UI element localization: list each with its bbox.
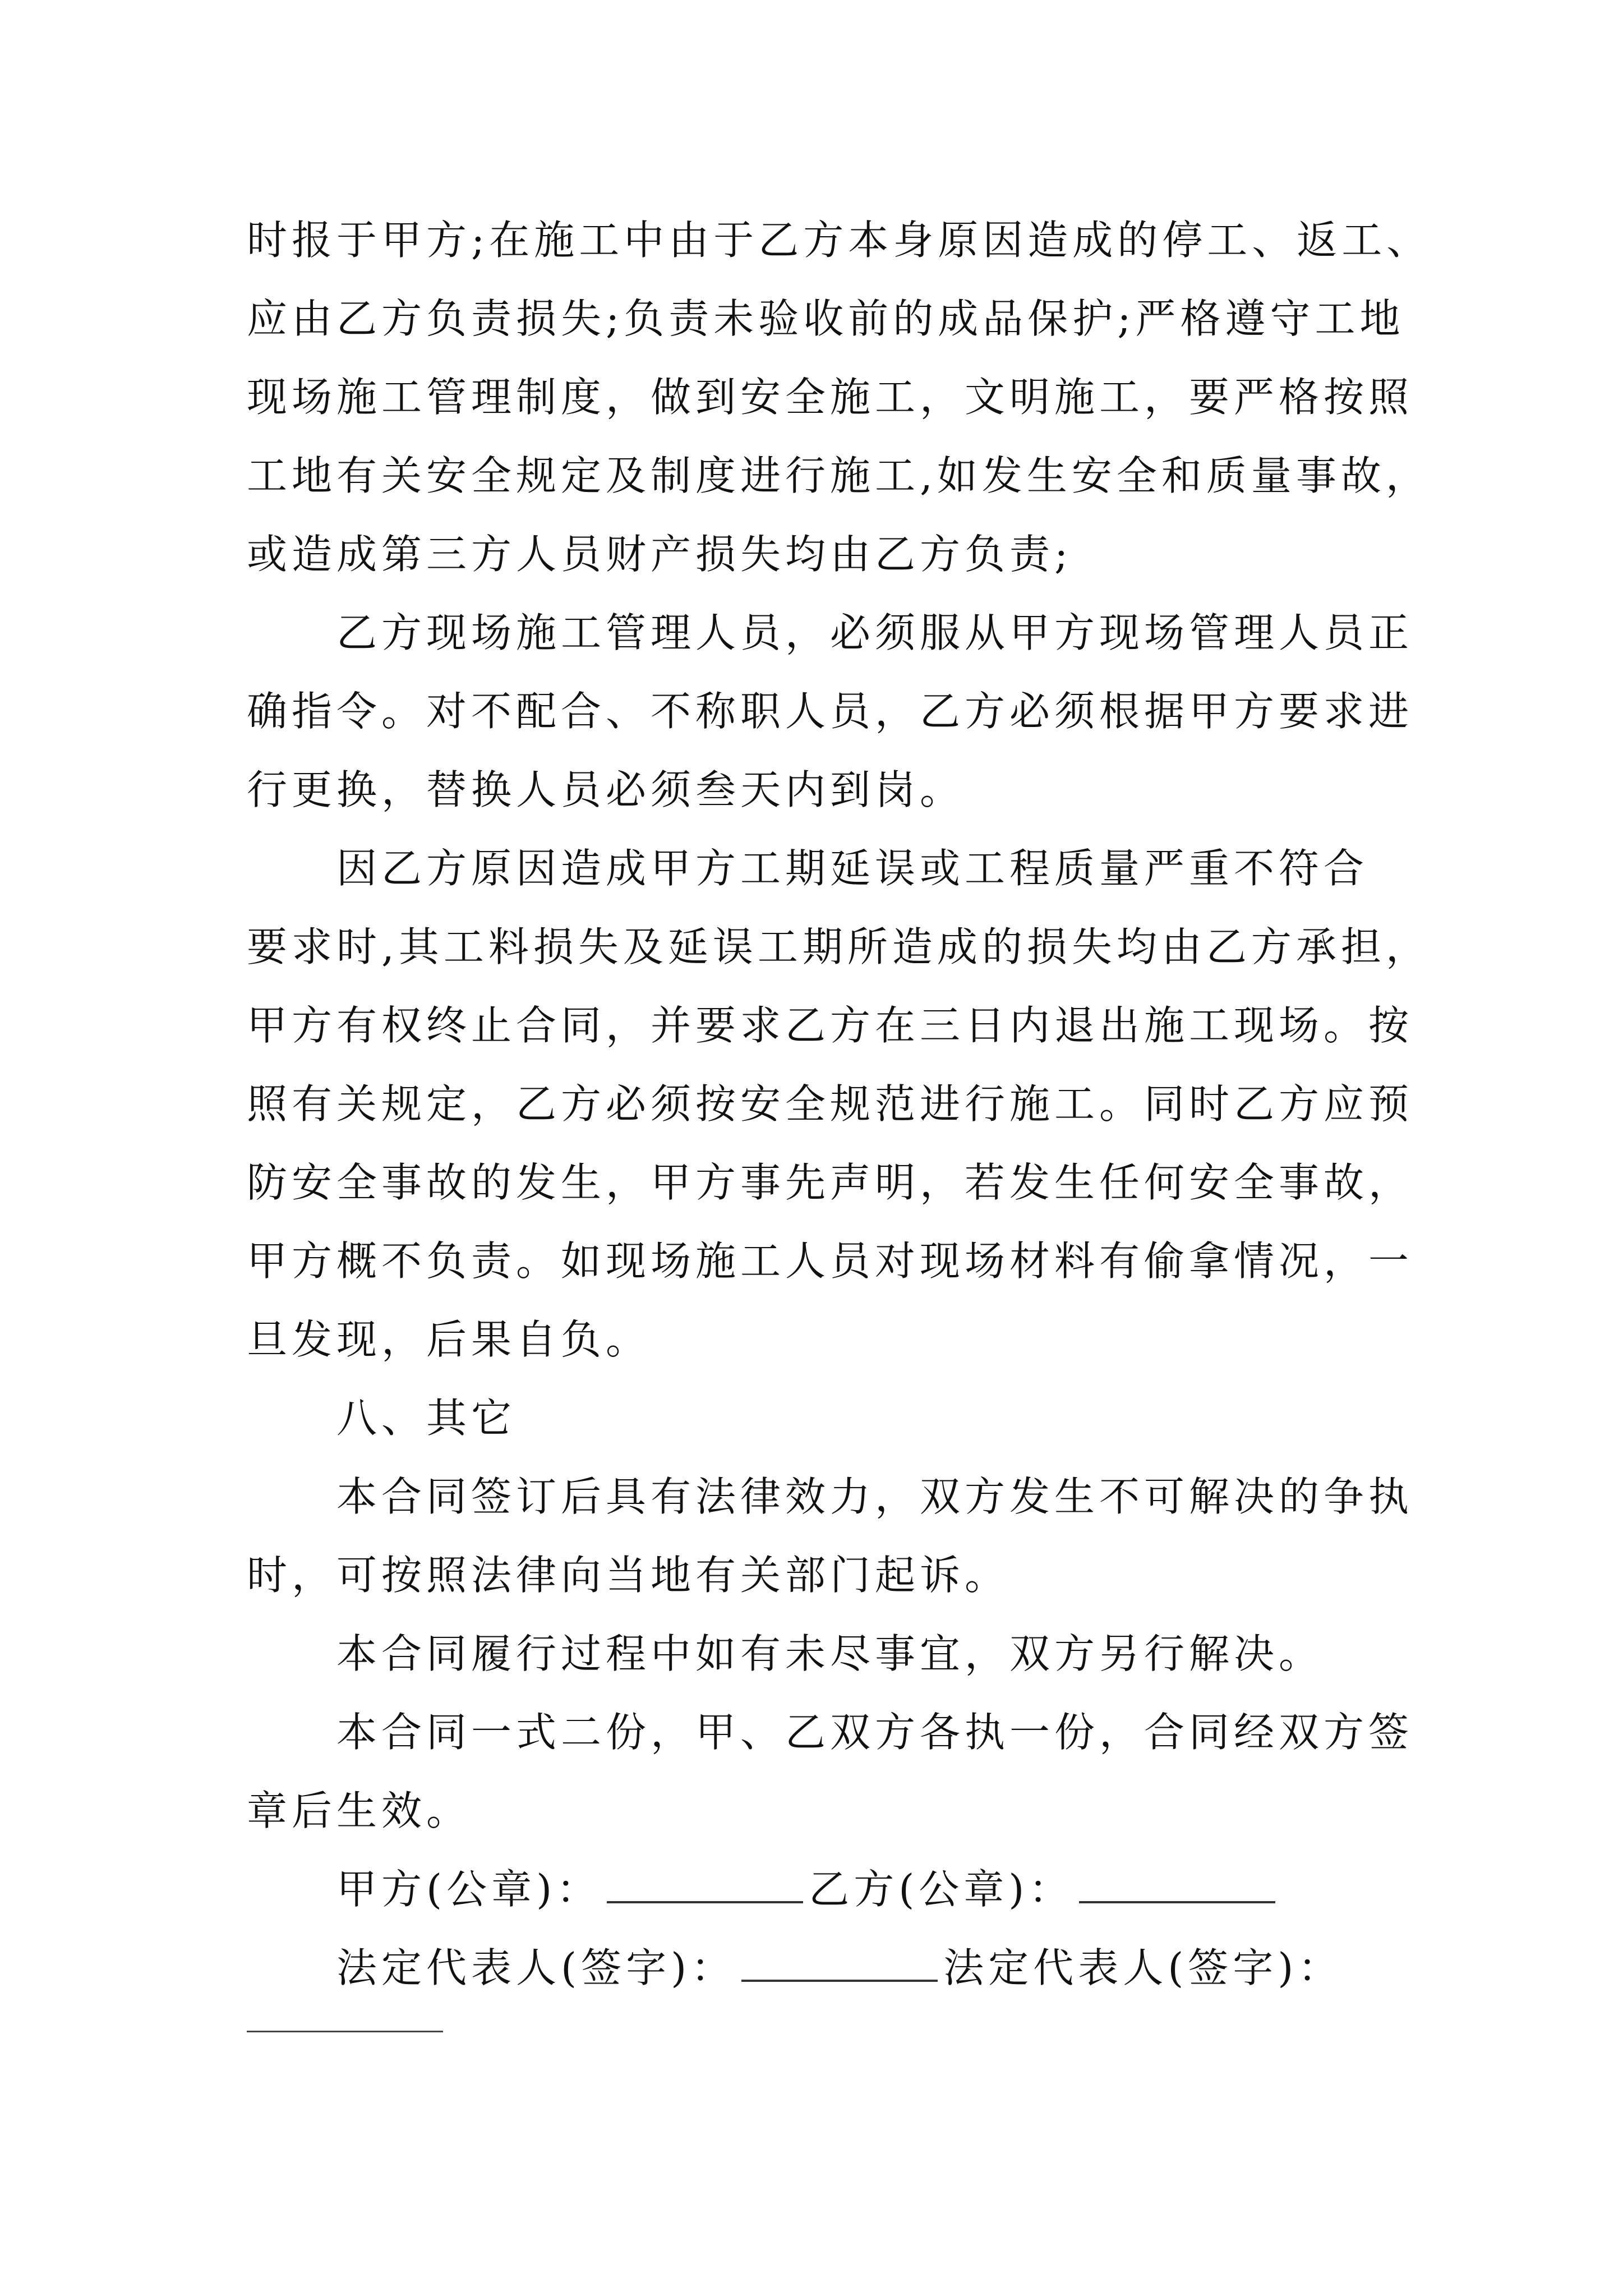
body-line: 工地有关安全规定及制度进行施工,如发生安全和质量事故， bbox=[247, 452, 1431, 499]
section-heading: 八、其它 bbox=[336, 1395, 517, 1442]
body-line: 行更换，替换人员必须叁天内到岗。 bbox=[247, 766, 965, 813]
body-line: 乙方现场施工管理人员，必须服从甲方现场管理人员正 bbox=[336, 609, 1414, 656]
body-line: 要求时,其工料损失及延误工期所造成的损失均由乙方承担， bbox=[247, 923, 1431, 970]
party-b-seal-blank bbox=[1079, 1901, 1275, 1903]
body-line: 确指令。对不配合、不称职人员，乙方必须根据甲方要求进 bbox=[247, 688, 1414, 735]
party-a-rep-label: 法定代表人(签字)： bbox=[336, 1944, 736, 1991]
body-line: 时报于甲方;在施工中由于乙方本身原因造成的停工、返工、 bbox=[247, 217, 1432, 264]
body-line: 应由乙方负责损失;负责未验收前的成品保护;严格遵守工地 bbox=[247, 295, 1405, 342]
footnote-divider bbox=[247, 2031, 443, 2032]
party-b-seal-label: 乙方(公章)： bbox=[809, 1866, 1074, 1913]
party-a-seal-blank bbox=[607, 1901, 803, 1903]
body-line: 章后生效。 bbox=[247, 1787, 472, 1834]
body-line: 或造成第三方人员财产损失均由乙方负责; bbox=[247, 531, 1073, 578]
signature-rep-line bbox=[336, 1941, 1343, 1995]
body-line: 本合同履行过程中如有未尽事宜，双方另行解决。 bbox=[336, 1630, 1324, 1677]
body-line: 现场施工管理制度，做到安全施工，文明施工，要严格按照 bbox=[247, 374, 1414, 421]
body-line: 照有关规定，乙方必须按安全规范进行施工。同时乙方应预 bbox=[247, 1080, 1414, 1128]
body-line: 本合同签订后具有法律效力，双方发生不可解决的争执 bbox=[336, 1473, 1414, 1520]
body-line: 因乙方原因造成甲方工期延误或工程质量严重不符合 bbox=[336, 845, 1369, 892]
body-line: 甲方有权终止合同，并要求乙方在三日内退出施工现场。按 bbox=[247, 1002, 1414, 1049]
body-line: 时，可按照法律向当地有关部门起诉。 bbox=[247, 1552, 1010, 1599]
body-line: 本合同一式二份，甲、乙双方各执一份，合同经双方签 bbox=[336, 1709, 1414, 1756]
party-b-rep-label: 法定代表人(签字)： bbox=[943, 1944, 1343, 1991]
party-a-seal-label: 甲方(公章)： bbox=[336, 1866, 602, 1913]
signature-seal-line bbox=[336, 1862, 1281, 1916]
body-line: 防安全事故的发生，甲方事先声明，若发生任何安全事故， bbox=[247, 1159, 1414, 1206]
body-line: 甲方概不负责。如现场施工人员对现场材料有偷拿情况，一 bbox=[247, 1237, 1414, 1285]
party-a-rep-blank bbox=[741, 1980, 938, 1982]
body-line: 旦发现，后果自负。 bbox=[247, 1316, 651, 1363]
